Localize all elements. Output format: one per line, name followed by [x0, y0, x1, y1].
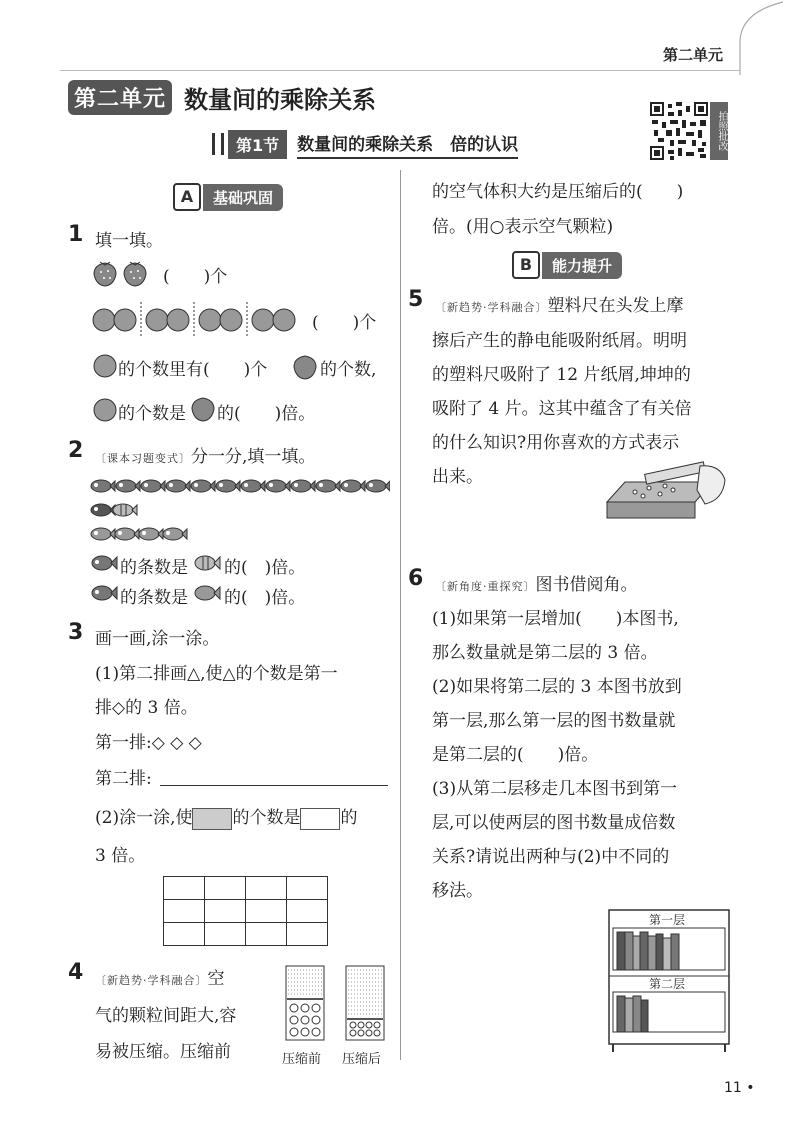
fish-icon: [91, 504, 115, 516]
fish-icon: [316, 480, 340, 492]
q6-p2a: (2)如果将第二层的 3 本图书放到: [432, 677, 682, 697]
fish-rows: [90, 478, 390, 548]
q3-number: 3: [68, 620, 84, 645]
q3-p2d: 3 倍。: [95, 846, 146, 866]
apple-icon: [92, 396, 118, 422]
q1-line3b: 的个数,: [320, 360, 377, 380]
section-badge: 第1节: [228, 130, 287, 159]
q5-number: 5: [408, 287, 424, 312]
q1-line4a: 的个数是: [118, 404, 186, 424]
header-rule: [60, 70, 740, 71]
fish-icon: [91, 480, 115, 492]
column-divider: [400, 170, 401, 1060]
fish-icon: [341, 480, 365, 492]
q6-tag: 〔新角度·重探究〕: [435, 580, 536, 593]
q6-p3a: (3)从第二层移走几本图书到第一: [432, 779, 678, 799]
strawberry-icons: [92, 259, 152, 287]
corner-decoration: [738, 0, 798, 75]
q6-p2b: 第一层,那么第一层的图书数量就: [432, 711, 676, 731]
fish-icon: [166, 480, 190, 492]
small-fish-icon: [193, 584, 221, 602]
q5-l6: 出来。: [432, 467, 483, 487]
strawberry-icon: [292, 352, 318, 380]
q2-line2a: 的条数是: [120, 588, 188, 608]
section-mark: [212, 133, 224, 155]
strawberry-icon: [190, 394, 216, 422]
fish-icon: [266, 480, 290, 492]
q3-row2: 第二排:: [95, 769, 152, 789]
fish-icon: [241, 480, 265, 492]
q4-l3: 易被压缩。压缩前: [95, 1042, 231, 1062]
level-a-name: 基础巩固: [203, 184, 283, 211]
q6-title-line: [435, 570, 638, 595]
blank-square: [300, 808, 340, 830]
section-title: 数量间的乘除关系 倍的认识: [297, 130, 518, 159]
q3-p2b: 的个数是: [232, 808, 301, 828]
page-number: 11 •: [724, 1080, 755, 1096]
shelf-label-1: 第一层: [649, 913, 686, 927]
q6-title: 图书借阅角。: [535, 575, 638, 595]
apple-groups: [92, 302, 302, 336]
q6-p2c[interactable]: 是第二层的( )倍。: [432, 745, 599, 765]
level-b-letter: B: [512, 251, 540, 279]
q6-p3b: 层,可以使两层的图书数量成倍数: [432, 813, 676, 833]
q4-tag: 〔新趋势·学科融合〕: [95, 974, 208, 987]
q5-l1-line: [435, 291, 684, 316]
q5-l2: 擦后产生的静电能吸附纸屑。明明: [432, 331, 687, 351]
q3-p2c: 的: [340, 808, 358, 828]
q2-title: 分一分,填一填。: [191, 447, 316, 467]
fish-icon: [191, 480, 215, 492]
fish-icon: [291, 480, 315, 492]
caption-before: 压缩前: [282, 1052, 322, 1067]
q1-line3a[interactable]: 的个数里有( )个: [118, 360, 268, 380]
fish-icon: [116, 480, 140, 492]
q6-p1b: 那么数量就是第二层的 3 倍。: [432, 643, 658, 663]
level-a-heading: [173, 183, 283, 211]
air-compression-diagram: [282, 962, 392, 1044]
qr-label: 拍照批改: [710, 102, 728, 160]
unit-heading: [68, 80, 376, 115]
q2-tag: 〔课本习题变式〕: [95, 452, 191, 465]
fish-icon: [366, 480, 390, 492]
fish-icon: [216, 480, 240, 492]
page-number-value: 11: [724, 1080, 742, 1096]
shelf-label-2: 第二层: [649, 977, 686, 991]
q3-title: 画一画,涂一涂。: [95, 629, 220, 649]
q3-p1a: (1)第二排画△,使△的个数是第一: [95, 664, 338, 684]
q2-number: 2: [68, 438, 84, 463]
q6-p1a[interactable]: (1)如果第一层增加( )本图书,: [432, 609, 679, 629]
q6-number: 6: [408, 566, 424, 591]
q5-l5: 的什么知识?用你喜欢的方式表示: [432, 433, 680, 453]
fish-icon: [139, 528, 163, 540]
q6-p3d: 移法。: [432, 881, 483, 901]
shaded-square: [192, 808, 232, 830]
q1-row2-blank[interactable]: ( )个: [312, 313, 377, 333]
q5-l4: 吸附了 4 片。这其中蕴含了有关倍: [432, 399, 692, 419]
level-b-heading: [512, 251, 622, 279]
level-a-letter: A: [173, 183, 201, 211]
q2-line1a: 的条数是: [120, 558, 188, 578]
q3-row1: 第一排:◇ ◇ ◇: [95, 733, 202, 753]
q3-p2: [95, 803, 357, 830]
fish-icon: [90, 584, 118, 602]
caption-after: 压缩后: [342, 1052, 382, 1067]
unit-title: 数量间的乘除关系: [184, 86, 377, 114]
q4-l1: 空: [207, 969, 225, 989]
fish-icon: [163, 528, 187, 540]
fish-icon: [115, 528, 139, 540]
q5-l3: 的塑料尺吸附了 12 片纸屑,坤坤的: [432, 365, 691, 385]
striped-fish-icon: [193, 554, 221, 572]
q5-tag: 〔新趋势·学科融合〕: [435, 301, 548, 314]
coloring-grid[interactable]: [163, 876, 328, 946]
q2-line: [95, 442, 315, 467]
unit-badge: 第二单元: [68, 80, 172, 115]
q3-draw-line[interactable]: [160, 785, 388, 786]
fish-icon: [91, 528, 115, 540]
q1-row1-blank[interactable]: ( )个: [163, 267, 228, 287]
q2-line2b[interactable]: 的( )倍。: [224, 588, 306, 608]
fish-icon: [141, 480, 165, 492]
q1-number: 1: [68, 222, 84, 247]
qr-code[interactable]: [650, 102, 708, 160]
q4-l2: 气的颗粒间距大,容: [95, 1006, 237, 1026]
q4-number: 4: [68, 960, 84, 985]
level-b-name: 能力提升: [542, 252, 622, 279]
running-header: 第二单元: [663, 46, 724, 64]
apple-icon: [92, 352, 118, 378]
q1-title: 填一填。: [95, 231, 163, 251]
q3-p2a: (2)涂一涂,使: [95, 808, 193, 828]
q4-cont1[interactable]: 的空气体积大约是压缩后的( ): [432, 182, 684, 202]
q5-l1: 塑料尺在头发上摩: [547, 296, 684, 316]
fish-icon: [113, 504, 137, 516]
q3-p1b: 排◇的 3 倍。: [95, 698, 198, 718]
q6-p3c: 关系?请说出两种与(2)中不同的: [432, 847, 670, 867]
fish-icon: [90, 554, 118, 572]
ruler-paper-illustration: [605, 460, 730, 522]
q1-line4b[interactable]: 的( )倍。: [217, 404, 316, 424]
section-heading: [212, 130, 518, 158]
q2-line1b[interactable]: 的( )倍。: [224, 558, 306, 578]
q4-l1-line: [95, 964, 225, 989]
q4-cont2: 倍。(用○表示空气颗粒): [432, 217, 614, 237]
